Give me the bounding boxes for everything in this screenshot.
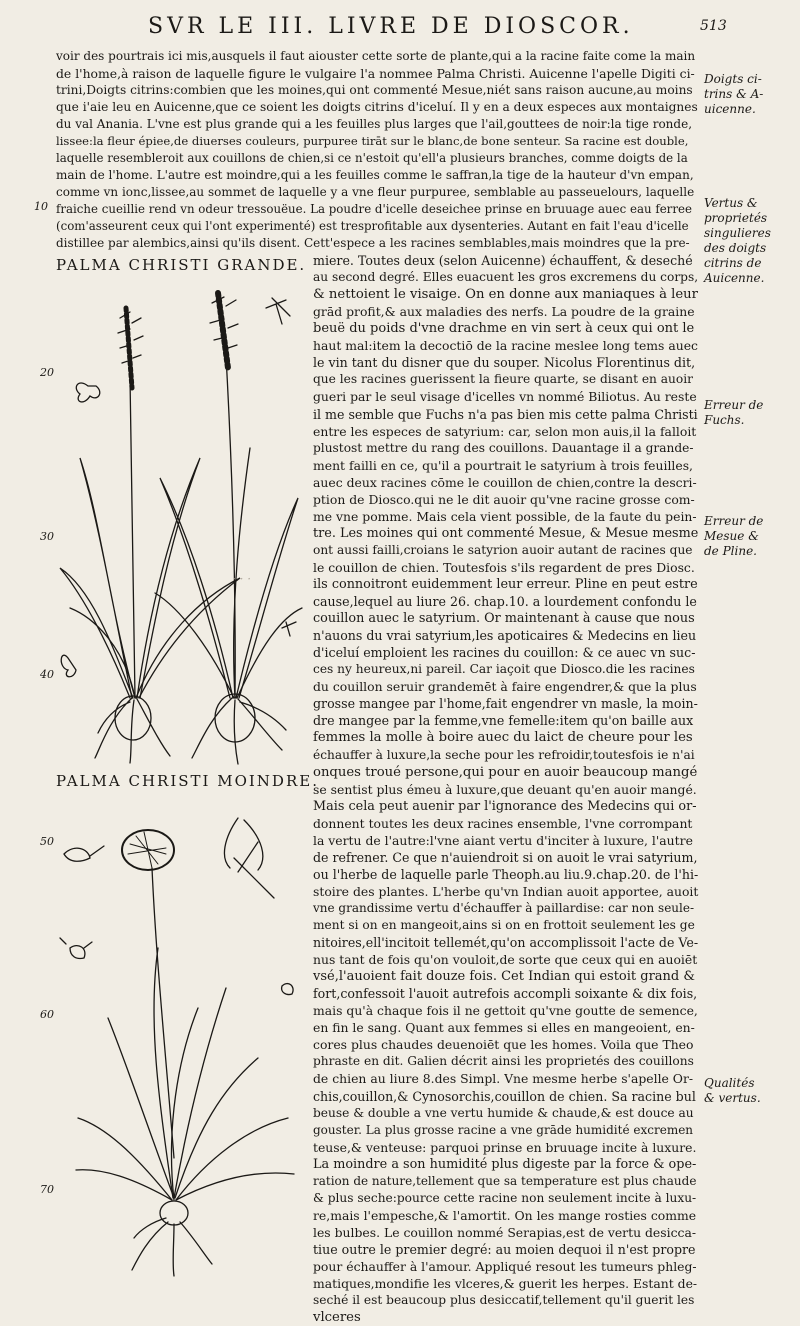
line-number: 50 (40, 835, 54, 848)
text-line: beuë du poids d'vne drachme en vin sert à ceux qui ont le (313, 321, 695, 337)
line-number: 10 (34, 200, 48, 213)
text-line: fort,confessoit l'auoit autrefois accompli soixante & dix fois, (313, 986, 698, 1002)
text-line: de chien au liure 8.des Simpl. Vne mesme herbe s'apelle Or- (313, 1071, 694, 1087)
text-line: ils connoitront euidemment leur erreur. Pline en peut estre (313, 577, 698, 592)
text-line: trini,Doigts citrins:combien que les moines,qui ont commenté Mesue,niét sans raison aucune,au moins (56, 83, 693, 97)
bleed-through-text: · · · (232, 572, 252, 586)
margin-note-fuchs: Erreur de Fuchs. (704, 398, 764, 427)
text-line: auec deux racines cōme le couillon de chien,contre la descri- (313, 474, 697, 490)
text-line: main de l'home. L'autre est moindre,qui a les feuilles comme le saffran,la tige de la hauteur d'vn empan, (56, 168, 694, 182)
text-line: n'auons du vrai satyrium,les apoticaires & Medecins en lieu (313, 628, 697, 644)
margin-note-doigts: Doigts ci- trins & A- uicenne. (704, 72, 764, 116)
text-line: haut mal:item la decoctiō de la racine meslee long tems auec (313, 338, 698, 354)
text-line: entre les especes de satyrium: car, selon mon auis,il la falloit (313, 423, 697, 439)
text-line: échauffer à luxure,la seche pour les refroidir,toutesfois ie n'ai (313, 747, 695, 762)
line-number: 60 (40, 1008, 54, 1021)
text-line: laquelle resembleroit aux couillons de chien,si ce n'estoit qu'ell'a plusieurs branches, comme doigts de la (56, 151, 688, 165)
text-line: & nettoient le visaige. On en donne aux maniaques à leur (313, 287, 698, 303)
text-line: La moindre a son humidité plus digeste par la force & ope- (313, 1156, 697, 1172)
text-line: nitoires,ell'incitoit tellemét,qu'on accomplissoit l'acte de Ve- (313, 935, 699, 950)
palma-christi-grande-illustration (40, 278, 308, 766)
text-line: ou l'herbe de laquelle parle Theoph.au liu.9.chap.20. de l'hi- (313, 866, 699, 882)
text-line: pour échauffer à l'amour. Appliqué resout les tumeurs phleg- (313, 1259, 697, 1274)
text-line: seché il est beaucoup plus desiccatif,tellement qu'il guerit les (313, 1293, 695, 1307)
text-line: fraiche cueillie rend vn odeur tressouëue. La poudre d'icelle deseichee prinse en bruuage auec eau ferree (56, 202, 692, 216)
text-line: il me semble que Fuchs n'a pas bien mis cette palma Christi (313, 406, 698, 422)
text-line: ces ny heureux,ni pareil. Car iaçoit que Diosco.die les racines (313, 662, 695, 677)
text-line: tiue outre le premier degré: au moien dequoi il n'est propre (313, 1241, 696, 1257)
text-line: ment failli en ce, qu'il a pourtrait le satyrium à trois feuilles, (313, 457, 693, 473)
text-line: voir des pourtrais ici mis,ausquels il faut aiouster cette sorte de plante,qui a la racine faite come la main (56, 49, 696, 63)
text-line: onques troué persone,qui pour en auoir beaucoup mangé (313, 764, 698, 780)
text-line: se sentist plus émeu à luxure,que deuant qu'en auoir mangé. (313, 781, 697, 797)
text-line: me vne pomme. Mais cela vient possible, de la faute du pein- (313, 508, 697, 524)
line-number: 40 (40, 668, 54, 681)
caption-palma-grande: PALMA CHRISTI GRANDE. (56, 256, 307, 274)
text-line: de refrener. Ce que n'auiendroit si on auoit le vrai satyrium, (313, 849, 698, 865)
text-line: en fin le sang. Quant aux femmes si elles en mangeoient, en- (313, 1020, 695, 1036)
text-line: distillee par alembics,ainsi qu'ils disent. Cett'espece a les racines semblables,mais moindres que la pre- (56, 236, 690, 250)
text-line: dre mangee par la femme,vne femelle:item qu'on baille aux (313, 713, 694, 729)
margin-note-mesue: Erreur de Mesue & de Pline. (704, 514, 764, 558)
text-line: plustost mettre du rang des couillons. Dauantage il a grande- (313, 440, 694, 455)
text-line: ment si on en mangeoit,ains si on en frottoit seulement les ge (313, 918, 695, 932)
text-line: gouster. La plus grosse racine a vne grāde humidité excremen (313, 1122, 694, 1137)
text-line: cause,lequel au liure 26. chap.10. a lourdement confondu le (313, 594, 697, 609)
text-line: ption de Diosco.qui ne le dit auoir qu'vne racine grosse com- (313, 491, 695, 507)
running-head: SVR LE III. LIVRE DE DIOSCOR. (148, 14, 634, 39)
text-line: Mais cela peut auenir par l'ignorance des Medecins qui or- (313, 798, 697, 814)
text-line: gueri par le seul visage d'icelles vn nommé Biliotus. Au reste (313, 389, 697, 405)
text-line: la vertu de l'autre:l'vne aiant vertu d'inciter à luxure, l'autre (313, 832, 693, 848)
text-line: tre. Les moines qui ont commenté Mesue, & Mesue mesme (313, 525, 699, 541)
text-line: les bulbes. Le couillon nommé Serapias,est de vertu desicca- (313, 1224, 697, 1240)
palma-christi-moindre-illustration (48, 798, 316, 1282)
text-line: lissee:la fleur épiee,de diuerses couleurs, purpuree tirāt sur le blanc,de bone senteur. Sa racine est double, (56, 134, 689, 148)
text-line: cores plus chaudes deuenoiēt que les homes. Voila que Theo (313, 1037, 694, 1053)
caption-palma-moindre: PALMA CHRISTI MOINDRE. (56, 772, 319, 790)
text-line: vne grandissime vertu d'échauffer à paillardise: car non seule- (313, 900, 695, 915)
text-line: au second degré. Elles euacuent les gros excremens du corps, (313, 270, 699, 285)
text-line: le couillon de chien. Toutesfois s'ils regardent de pres Diosc. (313, 559, 695, 575)
text-line: couillon auec le satyrium. Or maintenant à cause que nous (313, 611, 695, 626)
text-line: matiques,mondifie les vlceres,& guerit les herpes. Estant de- (313, 1276, 698, 1291)
text-line: nus tant de fois qu'on vouloit,de sorte que ceux qui en auoiēt (313, 952, 698, 968)
text-line: que les racines guerissent la fieure quarte, se disant en auoir (313, 372, 693, 387)
text-line: phraste en dit. Galien décrit ainsi les proprietés des couillons (313, 1054, 694, 1069)
text-line: (com'asseurent ceux qui l'ont experimenté) est tresprofitable aux dysenteries. Autant en fait l'eau d'icelle (56, 219, 689, 233)
line-number: 20 (40, 366, 54, 379)
text-line: femmes la molle à boire auec du laict de cheure pour les (313, 730, 693, 746)
text-line: teuse,& venteuse: parquoi prinse en bruuage incite à luxure. (313, 1139, 697, 1155)
text-line: donnent toutes les deux racines ensemble, l'vne corrompant (313, 815, 693, 831)
margin-note-qualites: Qualités & vertus. (704, 1076, 761, 1105)
margin-note-vertus: Vertus & proprietés singulieres des doigts citrins de Auicenne. (704, 196, 771, 285)
text-line: beuse & double a vne vertu humide & chaude,& est douce au (313, 1105, 694, 1120)
text-line: re,mais l'empesche,& l'amortit. On les mange rosties comme (313, 1207, 697, 1223)
text-line: d'iceluí emploient les racines du couillon: & ce auec vn suc- (313, 645, 696, 661)
text-line: de l'home,à raison de laquelle figure le vulgaire l'a nommee Palma Christi. Auicenne l'apelle Digiti ci- (56, 66, 695, 81)
text-line: le vin tant du disner que du souper. Nicolus Florentinus dit, (313, 355, 696, 371)
text-line: grosse mangee par l'home,fait engendrer vn masle, la moin- (313, 696, 698, 712)
text-line: vsé,l'auoient fait douze fois. Cet Indian qui estoit grand & (313, 969, 695, 985)
text-line: vlceres (313, 1310, 361, 1326)
text-line: ration de nature,tellement que sa temperature est plus chaude (313, 1173, 697, 1188)
text-line: du couillon seruir grandemēt à faire engendrer,& que la plus (313, 679, 697, 695)
folio-number: 513 (700, 18, 727, 34)
text-line: mais qu'à chaque fois il ne gettoit qu'vne goutte de semence, (313, 1003, 698, 1019)
text-line: du val Anania. L'vne est plus grande qui a les feuilles plus larges que l'ail,gouttees de noir:la tige ronde, (56, 117, 693, 131)
text-line: comme vn ionc,lissee,au sommet de laquelle y a vne fleur purpuree, semblable au passeuelours, laquelle (56, 185, 695, 199)
text-line: stoire des plantes. L'herbe qu'vn Indian auoit apportee, auoit (313, 883, 699, 899)
text-line: & plus seche:pource cette racine non seulement incite à luxu- (313, 1190, 697, 1205)
text-line: miere. Toutes deux (selon Auicenne) échauffent, & deseché (313, 253, 693, 268)
text-line: chis,couillon,& Cynosorchis,couillon de chien. Sa racine bul (313, 1088, 696, 1104)
text-line: ont aussi failli,croians le satyrion auoir autant de racines que (313, 542, 693, 557)
line-number: 70 (40, 1183, 54, 1196)
text-line: que i'aie leu en Auicenne,que ce soient les doigts citrins d'iceluí. Il y en a deux especes aux montaignes (56, 100, 698, 114)
text-line: grād profit,& aux maladies des nerfs. La poudre de la graine (313, 304, 695, 320)
line-number: 30 (40, 530, 54, 543)
